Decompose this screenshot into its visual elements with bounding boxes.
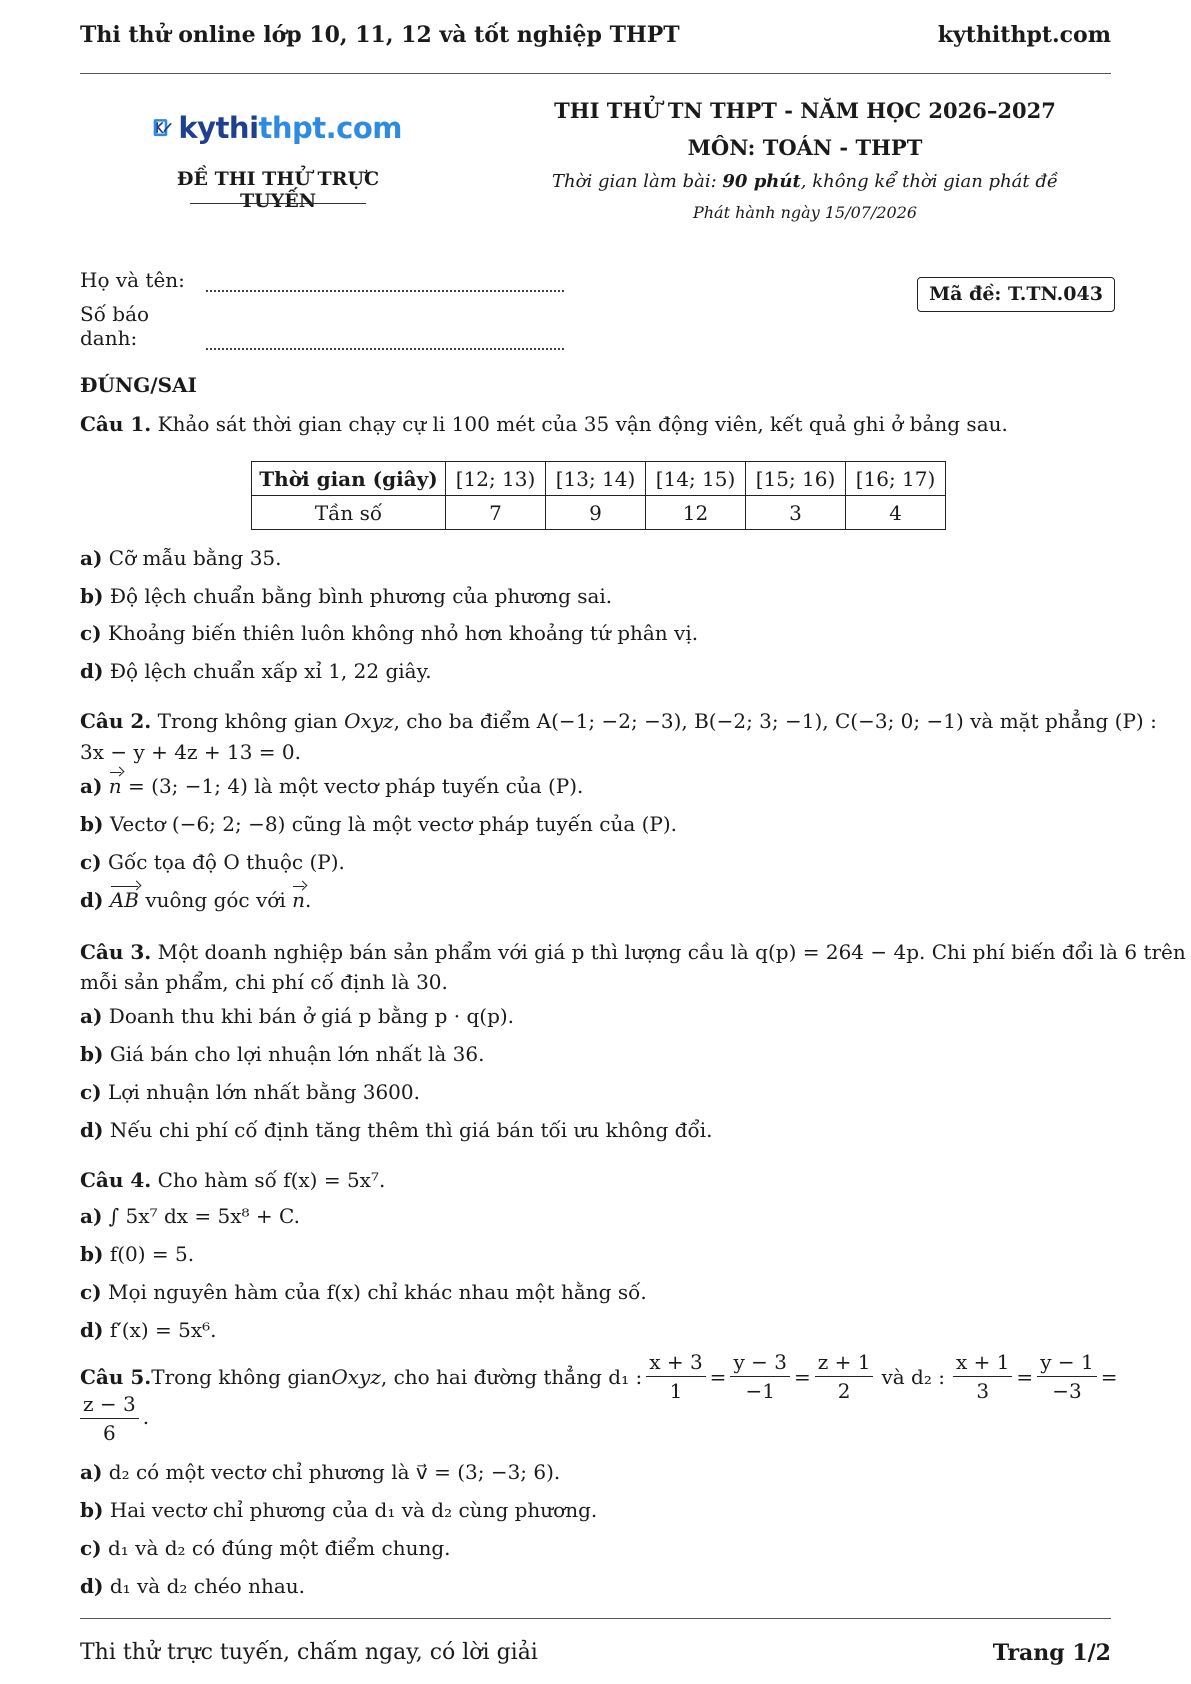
table-header-time: Thời gian (giây) [252, 462, 446, 496]
name-field: Họ và tên: [80, 268, 564, 292]
table-interval: [12; 13) [446, 462, 546, 496]
fraction: $\frac{x + 1}{3}$ [953, 1350, 1012, 1403]
q2-stem: Câu 2. Trong không gian Oxyz, cho ba điểm A(−1; −2; −3), B(−2; 3; −1), C(−3; 0; −1) và mặt phẳng (P) : [80, 709, 1157, 733]
table-frequency: 3 [746, 496, 846, 530]
q5-stem-line2: $\frac{z - 3}{6}$ . [80, 1392, 1111, 1445]
table-interval: [16; 17) [846, 462, 946, 496]
fraction: $\frac{y - 1}{-3}$ [1037, 1350, 1097, 1403]
table-interval: [13; 14) [546, 462, 646, 496]
q3-option-d: d) Nếu chi phí cố định tăng thêm thì giá bán tối ưu không đổi. [80, 1118, 713, 1142]
site-logo [152, 100, 402, 156]
q4-option-b: b) f(0) = 5. [80, 1242, 195, 1266]
q3-stem-line2: mỗi sản phẩm, chi phí cố định là 30. [80, 970, 448, 994]
online-exam-subtitle: ĐỀ THI THỬ TRỰC TUYẾN [176, 168, 380, 212]
fraction: $\frac{x + 3}{1}$ [646, 1350, 705, 1403]
logo-icon [152, 104, 172, 152]
q2-option-d: d) AB vuông góc với n. [80, 888, 312, 912]
fraction: $\frac{y - 3}{-1}$ [730, 1350, 790, 1403]
q1-frequency-table [251, 461, 946, 530]
q1-option-a: a) Cỡ mẫu bằng 35. [80, 546, 282, 570]
footer-left: Thi thử trực tuyến, chấm ngay, có lời giải [80, 1640, 538, 1665]
q4-option-a: a) ∫ 5x⁷ dx = 5x⁸ + C. [80, 1204, 300, 1228]
table-frequency: 9 [546, 496, 646, 530]
table-frequency: 7 [446, 496, 546, 530]
page-number: Trang 1/2 [992, 1640, 1111, 1666]
q5-option-d: d) d₁ và d₂ chéo nhau. [80, 1574, 305, 1598]
header-left: Thi thử online lớp 10, 11, 12 và tốt nghiệp THPT [80, 22, 680, 48]
table-header-frequency: Tần số [252, 496, 446, 530]
q4-option-c: c) Mọi nguyên hàm của f(x) chỉ khác nhau một hằng số. [80, 1280, 647, 1304]
exam-title: THI THỬ TN THPT - NĂM HỌC 2026–2027 [554, 98, 1056, 123]
q5-option-b: b) Hai vectơ chỉ phương của d₁ và d₂ cùng phương. [80, 1498, 598, 1522]
table-interval: [14; 15) [646, 462, 746, 496]
q1-option-d: d) Độ lệch chuẩn xấp xỉ 1, 22 giây. [80, 659, 432, 683]
header-rule [80, 73, 1111, 74]
fraction: $\frac{z - 3}{6}$ [80, 1392, 139, 1445]
id-blank [206, 332, 564, 350]
table-frequency: 12 [646, 496, 746, 530]
exam-duration: Thời gian làm bài: 90 phút, không kể thời gian phát đề [552, 171, 1058, 192]
header-right: kythithpt.com [937, 22, 1111, 48]
q1-stem: Câu 1. Khảo sát thời gian chạy cự li 100 mét của 35 vận động viên, kết quả ghi ở bảng sau. [80, 412, 1008, 436]
q2-option-a: a) n = (3; −1; 4) là một vectơ pháp tuyến của (P). [80, 774, 584, 798]
table-frequency: 4 [846, 496, 946, 530]
footer-rule [80, 1618, 1111, 1619]
q5-option-a: a) d₂ có một vectơ chỉ phương là v⃗ = (3; −3; 6). [80, 1460, 561, 1484]
q3-option-b: b) Giá bán cho lợi nhuận lớn nhất là 36. [80, 1042, 485, 1066]
exam-subject: MÔN: TOÁN - THPT [687, 135, 923, 160]
q4-stem: Câu 4. Cho hàm số f(x) = 5x⁷. [80, 1168, 386, 1192]
q2-option-c: c) Gốc tọa độ O thuộc (P). [80, 850, 345, 874]
logo-text: kythithpt.com [178, 111, 402, 145]
q3-option-c: c) Lợi nhuận lớn nhất bằng 3600. [80, 1080, 420, 1104]
q5-option-c: c) d₁ và d₂ có đúng một điểm chung. [80, 1536, 451, 1560]
section-title: ĐÚNG/SAI [80, 373, 197, 397]
q2-option-b: b) Vectơ (−6; 2; −8) cũng là một vectơ pháp tuyến của (P). [80, 812, 678, 836]
release-date: Phát hành ngày 15/07/2026 [692, 203, 918, 222]
id-field: Số báo danh: [80, 302, 564, 350]
q3-option-a: a) Doanh thu khi bán ở giá p bằng p · q(p). [80, 1004, 515, 1028]
fraction: $\frac{z + 1}{2}$ [815, 1350, 874, 1403]
q5-stem: Câu 5. Trong không gian Oxyz , cho hai đường thẳng d₁ : $\frac{x + 3}{1}$ = $\frac{y - 3}{-1}$ = $\frac{z + 1}{2}$ và d₂ : $\frac{x + 1}{3}$ = $\frac{y - 1}{-3}$ = [80, 1350, 1118, 1403]
subtitle-underline [190, 203, 366, 204]
q3-stem: Câu 3. Một doanh nghiệp bán sản phẩm với giá p thì lượng cầu là q(p) = 264 − 4p. Chi phí biến đổi là 6 trên [80, 940, 1186, 964]
q4-option-d: d) f′(x) = 5x⁶. [80, 1318, 217, 1342]
name-blank [206, 274, 564, 292]
table-interval: [15; 16) [746, 462, 846, 496]
q1-option-b: b) Độ lệch chuẩn bằng bình phương của phương sai. [80, 584, 613, 608]
exam-code-box: Mã đề: T.TN.043 [917, 277, 1115, 312]
q2-stem-line2: 3x − y + 4z + 13 = 0. [80, 740, 301, 764]
q1-option-c: c) Khoảng biến thiên luôn không nhỏ hơn khoảng tứ phân vị. [80, 621, 699, 645]
